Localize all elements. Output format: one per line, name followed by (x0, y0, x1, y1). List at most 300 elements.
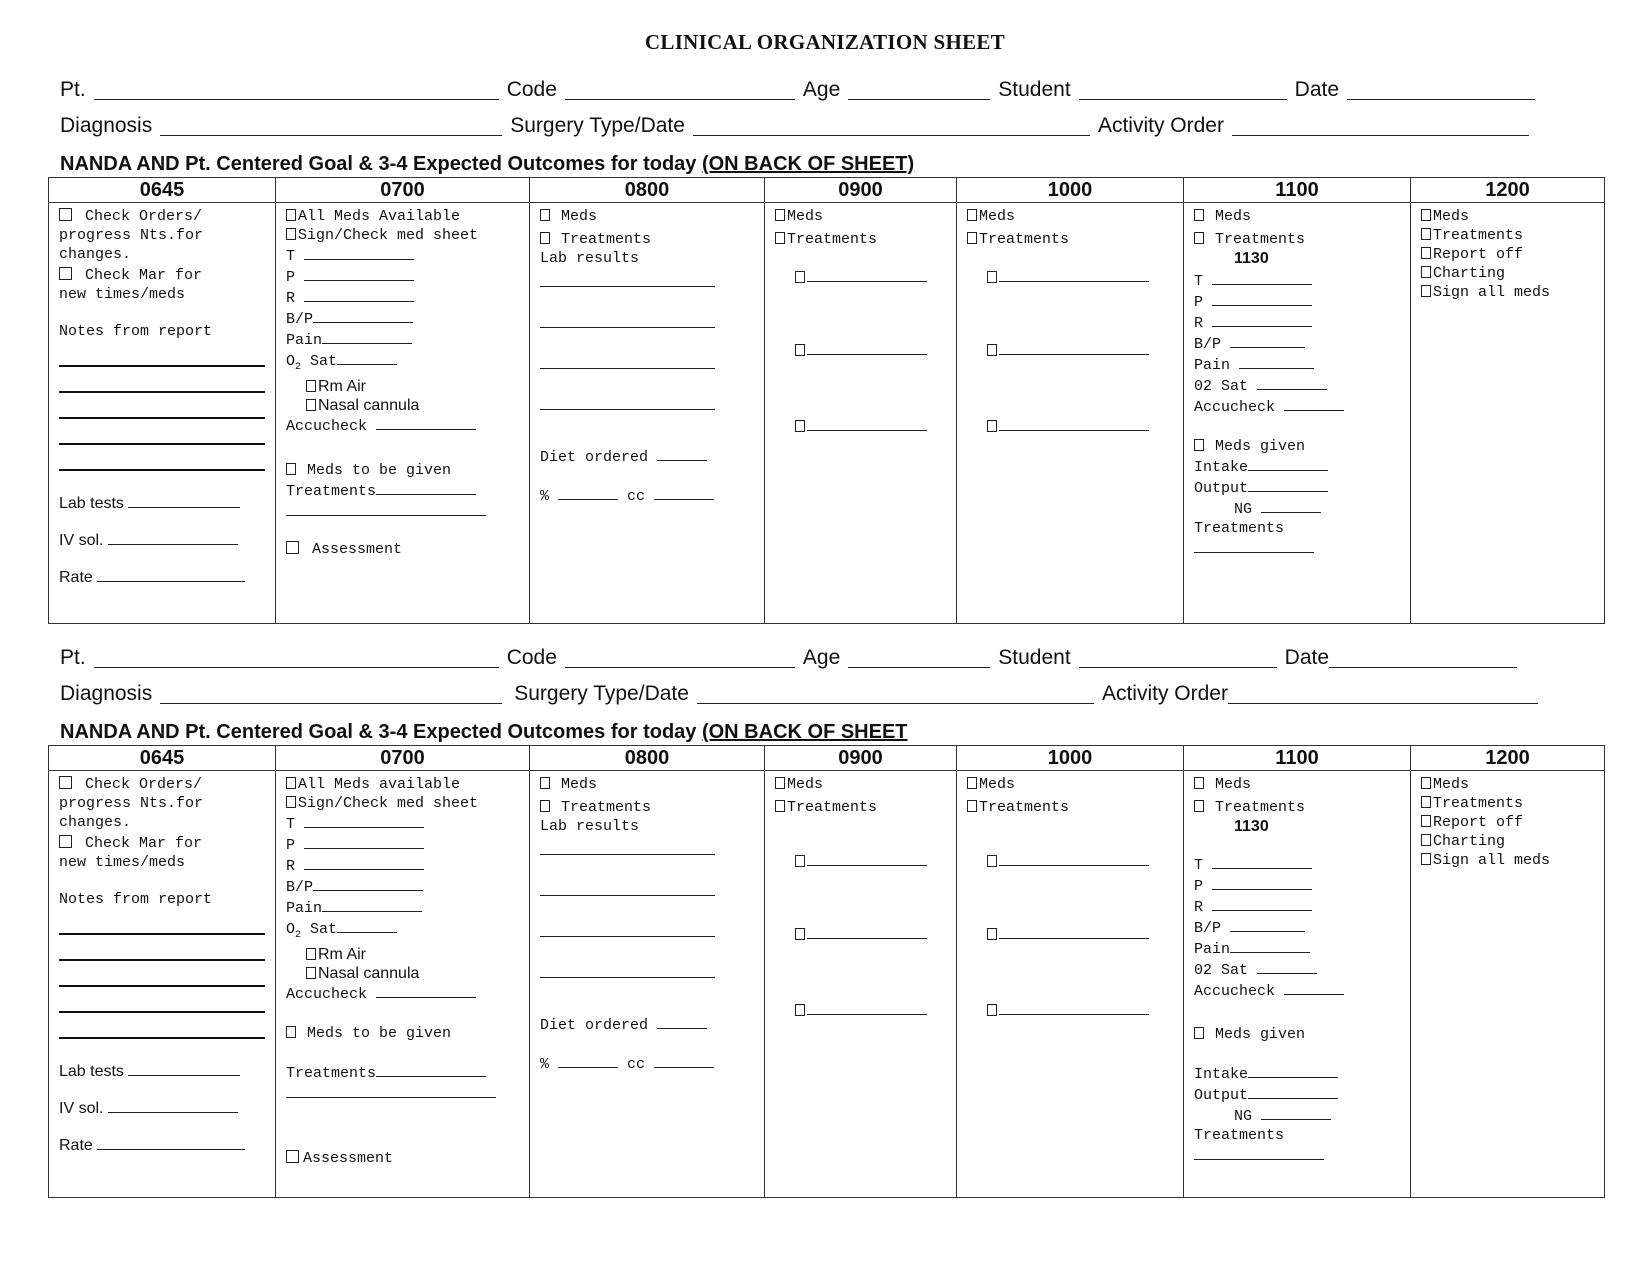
t-label: T (1194, 273, 1204, 290)
checkbox[interactable] (286, 541, 299, 554)
checkbox[interactable] (775, 232, 785, 244)
patient-info-row (60, 72, 1600, 102)
charting-label: Charting (1433, 833, 1506, 850)
checkbox[interactable] (540, 209, 550, 221)
col-0645: 0645 (49, 746, 276, 771)
lab-result-line[interactable] (540, 881, 715, 896)
time-header-row (49, 746, 1605, 771)
bp-label: B/P (1194, 920, 1222, 937)
pain-field[interactable] (322, 329, 412, 344)
treatments-label: Treatments (561, 231, 652, 248)
o2-sat-field[interactable] (337, 918, 397, 933)
meds-label: Meds (1215, 208, 1252, 225)
lab-results-label: Lab results (540, 818, 640, 835)
accucheck-label: Accucheck (286, 986, 368, 1003)
r-label: R (286, 858, 296, 875)
code-field[interactable] (565, 647, 795, 668)
checkbox[interactable] (1194, 800, 1204, 812)
meds-label: Meds (979, 208, 1016, 225)
o2-label: O (286, 353, 296, 370)
treatments-field-2[interactable] (286, 1083, 496, 1098)
task-field[interactable] (807, 267, 927, 282)
pt-field[interactable] (94, 647, 499, 668)
checkbox[interactable] (286, 777, 296, 789)
meds-given-label: Meds given (1215, 1026, 1306, 1043)
t-label: T (286, 816, 296, 833)
ng-field[interactable] (1261, 498, 1321, 513)
o2-sat-field[interactable] (337, 350, 397, 365)
checkbox[interactable] (1421, 266, 1431, 278)
time-header-row (49, 178, 1605, 203)
checkbox[interactable] (540, 777, 550, 789)
lab-tests-label: Lab tests (59, 495, 124, 512)
meds-to-give-label: Meds to be given (307, 462, 452, 479)
task-field[interactable] (999, 416, 1149, 431)
checkbox[interactable] (1421, 796, 1431, 808)
iv-sol-field[interactable] (108, 530, 238, 545)
cell-1200 (1411, 771, 1605, 1198)
notes-line[interactable] (59, 933, 265, 935)
p-field[interactable] (304, 834, 424, 849)
checkbox[interactable] (306, 948, 316, 960)
meds-label: Meds (1215, 776, 1252, 793)
iv-sol-field[interactable] (108, 1098, 238, 1113)
lab-result-line[interactable] (540, 272, 715, 287)
lab-tests-field[interactable] (128, 1061, 240, 1076)
treatments-label: Treatments (787, 799, 878, 816)
col-0800: 0800 (530, 178, 765, 203)
checkbox[interactable] (306, 967, 316, 979)
p-field[interactable] (1212, 291, 1312, 306)
p-field[interactable] (304, 266, 414, 281)
changes-label: changes. (59, 246, 132, 263)
student-field[interactable] (1079, 647, 1277, 668)
intake-field[interactable] (1248, 1063, 1338, 1078)
patient-info-row (60, 640, 1600, 670)
pain-label: Pain (1194, 941, 1231, 958)
treatments-label: Treatments (979, 799, 1070, 816)
task-field[interactable] (999, 267, 1149, 282)
checkbox[interactable] (967, 777, 977, 789)
sign-meds-label: Sign all meds (1433, 852, 1551, 869)
check-mar-label: Check Mar for (85, 835, 203, 852)
new-times-label: new times/meds (59, 854, 186, 871)
cell-0700 (276, 771, 530, 1198)
checkbox[interactable] (1194, 1027, 1204, 1039)
checkbox[interactable] (1421, 834, 1431, 846)
notes-line[interactable] (59, 1011, 265, 1013)
checkbox[interactable] (59, 267, 72, 280)
nanda-text: NANDA AND Pt. Centered Goal & 3-4 Expected Outcomes for today (60, 153, 697, 175)
new-times-label: new times/meds (59, 286, 186, 303)
lab-result-line[interactable] (540, 354, 715, 369)
accucheck-label: Accucheck (286, 418, 368, 435)
code-label: Code (506, 646, 557, 669)
date-label: Date (1284, 646, 1330, 669)
cell-0700 (276, 203, 530, 624)
date-field[interactable] (1329, 647, 1517, 668)
sign-meds-label: Sign all meds (1433, 284, 1551, 301)
meds-label: Meds (561, 776, 598, 793)
pain-label: Pain (1194, 357, 1231, 374)
schedule-table-2 (48, 745, 1605, 1198)
task-field[interactable] (807, 1000, 927, 1015)
accucheck-field[interactable] (1284, 980, 1344, 995)
task-field[interactable] (807, 924, 927, 939)
cell-0645 (49, 203, 276, 624)
activity-label: Activity Order (1101, 682, 1228, 705)
time-1130: 1130 (1234, 818, 1269, 835)
r-field[interactable] (1212, 896, 1312, 911)
notes-line[interactable] (59, 391, 265, 393)
cc-field[interactable] (654, 485, 714, 500)
checkbox[interactable] (775, 777, 785, 789)
checkbox[interactable] (286, 209, 296, 221)
cell-0900 (765, 203, 957, 624)
checkbox[interactable] (59, 208, 72, 221)
notes-label: Notes from report (59, 323, 213, 340)
r-label: R (1194, 315, 1204, 332)
r-field[interactable] (304, 287, 414, 302)
task-field[interactable] (999, 851, 1149, 866)
task-row (49, 771, 1605, 1198)
treatments-field[interactable] (1194, 538, 1314, 553)
pain-field[interactable] (1230, 938, 1310, 953)
nanda-back-note: (ON BACK OF SHEET (701, 721, 908, 743)
col-1000: 1000 (957, 178, 1184, 203)
checkbox[interactable] (1421, 815, 1431, 827)
t-field[interactable] (1212, 854, 1312, 869)
cell-1000 (957, 203, 1184, 624)
bp-label: B/P (286, 879, 314, 896)
percent-field[interactable] (558, 1053, 618, 1068)
p-field[interactable] (1212, 875, 1312, 890)
notes-line[interactable] (59, 365, 265, 367)
p-label: P (286, 837, 296, 854)
meds-given-label: Meds given (1215, 438, 1306, 455)
notes-line[interactable] (59, 443, 265, 445)
student-label: Student (998, 78, 1071, 101)
date-label: Date (1294, 78, 1340, 101)
treatments-field-2[interactable] (286, 501, 486, 516)
nanda-heading (60, 153, 914, 176)
diagnosis-field[interactable] (160, 683, 502, 704)
meds-label: Meds (1433, 208, 1470, 225)
checkbox[interactable] (795, 928, 805, 940)
age-field[interactable] (848, 647, 990, 668)
sheet-title: CLINICAL ORGANIZATION SHEET (644, 30, 1006, 54)
col-1100: 1100 (1184, 746, 1411, 771)
lab-results-label: Lab results (540, 250, 640, 267)
r-field[interactable] (304, 855, 424, 870)
student-field[interactable] (1079, 79, 1287, 100)
task-row (49, 203, 1605, 624)
cc-field[interactable] (654, 1053, 714, 1068)
activity-label: Activity Order (1097, 114, 1224, 137)
diagnosis-label: Diagnosis (60, 682, 153, 705)
checkbox[interactable] (286, 1150, 299, 1163)
checkbox[interactable] (1421, 247, 1431, 259)
col-1100: 1100 (1184, 178, 1411, 203)
checkbox[interactable] (987, 855, 997, 867)
age-field[interactable] (848, 79, 990, 100)
t-field[interactable] (304, 245, 414, 260)
rate-field[interactable] (97, 1135, 245, 1150)
report-off-label: Report off (1433, 246, 1524, 263)
accucheck-field[interactable] (1284, 396, 1344, 411)
meds-label: Meds (979, 776, 1016, 793)
checkbox[interactable] (1194, 209, 1204, 221)
lab-result-line[interactable] (540, 313, 715, 328)
lab-tests-field[interactable] (128, 493, 240, 508)
notes-line[interactable] (59, 1037, 265, 1039)
percent-field[interactable] (558, 485, 618, 500)
o2-label: O (286, 921, 296, 938)
progress-notes-label: progress Nts.for (59, 795, 204, 812)
checkbox[interactable] (795, 855, 805, 867)
pain-field[interactable] (322, 897, 422, 912)
checkbox[interactable] (286, 1026, 296, 1038)
age-label: Age (802, 646, 841, 669)
t-label: T (286, 248, 296, 265)
diagnosis-row (60, 108, 1600, 138)
cell-1200 (1411, 203, 1605, 624)
o2-sat-label: 02 Sat (1194, 962, 1249, 979)
diet-label: Diet ordered (540, 449, 649, 466)
cell-1000 (957, 771, 1184, 1198)
diagnosis-row (60, 676, 1600, 706)
pain-label: Pain (286, 900, 323, 917)
checkbox[interactable] (987, 928, 997, 940)
col-1200: 1200 (1411, 746, 1605, 771)
cc-label: cc (627, 488, 646, 505)
output-field[interactable] (1248, 477, 1328, 492)
pain-label: Pain (286, 332, 323, 349)
nasal-cannula-label: Nasal cannula (318, 397, 420, 414)
task-field[interactable] (999, 924, 1149, 939)
checkbox[interactable] (987, 1004, 997, 1016)
checkbox[interactable] (967, 209, 977, 221)
o2-sat-field[interactable] (1257, 959, 1317, 974)
r-field[interactable] (1212, 312, 1312, 327)
iv-sol-label: IV sol. (59, 1100, 104, 1117)
treatments-field[interactable] (376, 480, 476, 495)
cell-0900 (765, 771, 957, 1198)
treatments-field[interactable] (1194, 1145, 1324, 1160)
p-label: P (1194, 878, 1204, 895)
assessment-label: Assessment (312, 541, 403, 558)
percent-label: % (540, 1056, 550, 1073)
checkbox[interactable] (306, 380, 316, 392)
checkbox[interactable] (967, 800, 977, 812)
bp-field[interactable] (1230, 333, 1305, 348)
lab-result-line[interactable] (540, 395, 715, 410)
treatments-label: Treatments (286, 1065, 377, 1082)
lab-tests-label: Lab tests (59, 1063, 124, 1080)
checkbox[interactable] (540, 800, 550, 812)
pt-field[interactable] (94, 79, 499, 100)
ng-label: NG (1234, 1108, 1253, 1125)
cell-0800 (530, 771, 765, 1198)
o2-sat-field[interactable] (1257, 375, 1327, 390)
meds-label: Meds (1433, 776, 1470, 793)
diagnosis-field[interactable] (160, 115, 502, 136)
checkbox[interactable] (1421, 853, 1431, 865)
cell-0645 (49, 771, 276, 1198)
lab-result-line[interactable] (540, 963, 715, 978)
time-1130: 1130 (1234, 250, 1269, 267)
code-field[interactable] (565, 79, 795, 100)
sat-label: Sat (301, 921, 338, 938)
pain-field[interactable] (1239, 354, 1314, 369)
checkbox[interactable] (775, 209, 785, 221)
nanda-text: NANDA AND Pt. Centered Goal & 3-4 Expected Outcomes for today (60, 721, 697, 743)
checkbox[interactable] (795, 1004, 805, 1016)
bp-field[interactable] (1230, 917, 1305, 932)
task-field[interactable] (807, 851, 927, 866)
lab-result-line[interactable] (540, 922, 715, 937)
nanda-back-note: (ON BACK OF SHEET) (701, 153, 915, 175)
r-label: R (1194, 899, 1204, 916)
checkbox[interactable] (1421, 285, 1431, 297)
report-off-label: Report off (1433, 814, 1524, 831)
col-0700: 0700 (276, 746, 530, 771)
col-0900: 0900 (765, 178, 957, 203)
nasal-cannula-label: Nasal cannula (318, 965, 420, 982)
o2-sat-label: 02 Sat (1194, 378, 1249, 395)
p-label: P (1194, 294, 1204, 311)
meds-label: Meds (561, 208, 598, 225)
checkbox[interactable] (286, 463, 296, 475)
diet-field[interactable] (657, 1014, 707, 1029)
checkbox[interactable] (795, 271, 805, 283)
checkbox[interactable] (795, 344, 805, 356)
checkbox[interactable] (286, 228, 296, 240)
surgery-field[interactable] (693, 115, 1090, 136)
meds-to-give-label: Meds to be given (307, 1025, 452, 1042)
checkbox[interactable] (1194, 439, 1204, 451)
accucheck-label: Accucheck (1194, 983, 1276, 1000)
output-label: Output (1194, 1087, 1249, 1104)
check-mar-label: Check Mar for (85, 267, 203, 284)
rate-field[interactable] (97, 567, 245, 582)
treatments-label: Treatments (1215, 231, 1306, 248)
intake-field[interactable] (1248, 456, 1328, 471)
checkbox[interactable] (59, 835, 72, 848)
t-field[interactable] (304, 813, 424, 828)
diagnosis-label: Diagnosis (60, 114, 153, 137)
treatments-label: Treatments (979, 231, 1070, 248)
notes-line[interactable] (59, 417, 265, 419)
checkbox[interactable] (1194, 777, 1204, 789)
checkbox[interactable] (1421, 777, 1431, 789)
notes-line[interactable] (59, 959, 265, 961)
student-label: Student (998, 646, 1071, 669)
checkbox[interactable] (987, 420, 997, 432)
bp-label: B/P (286, 311, 314, 328)
checkbox[interactable] (540, 232, 550, 244)
t-label: T (1194, 857, 1204, 874)
bp-label: B/P (1194, 336, 1222, 353)
accucheck-field[interactable] (376, 415, 476, 430)
meds-label: Meds (787, 776, 824, 793)
meds-label: Meds (787, 208, 824, 225)
t-field[interactable] (1212, 270, 1312, 285)
schedule-table-1 (48, 177, 1605, 624)
sat-label: Sat (301, 353, 338, 370)
checkbox[interactable] (1421, 228, 1431, 240)
col-1200: 1200 (1411, 178, 1605, 203)
r-label: R (286, 290, 296, 307)
cell-0800 (530, 203, 765, 624)
activity-field[interactable] (1228, 683, 1538, 704)
all-meds-label: All Meds Available (298, 208, 461, 225)
rate-label: Rate (59, 569, 93, 586)
treatments-label: Treatments (286, 483, 377, 500)
checkbox[interactable] (967, 232, 977, 244)
nanda-heading (60, 721, 908, 744)
checkbox[interactable] (286, 796, 296, 808)
col-0900: 0900 (765, 746, 957, 771)
treatments-field[interactable] (376, 1062, 486, 1077)
cell-1100 (1184, 203, 1411, 624)
checkbox[interactable] (1194, 232, 1204, 244)
checkbox[interactable] (1421, 209, 1431, 221)
accucheck-field[interactable] (376, 983, 476, 998)
accucheck-label: Accucheck (1194, 399, 1276, 416)
iv-sol-label: IV sol. (59, 532, 104, 549)
task-field[interactable] (999, 1000, 1149, 1015)
bp-field[interactable] (313, 308, 413, 323)
col-1000: 1000 (957, 746, 1184, 771)
intake-label: Intake (1194, 459, 1249, 476)
output-field[interactable] (1248, 1084, 1338, 1099)
checkbox[interactable] (795, 420, 805, 432)
notes-line[interactable] (59, 985, 265, 987)
percent-label: % (540, 488, 550, 505)
task-field[interactable] (807, 416, 927, 431)
notes-line[interactable] (59, 469, 265, 471)
changes-label: changes. (59, 814, 132, 831)
col-0645: 0645 (49, 178, 276, 203)
o2-subscript: 2 (295, 930, 302, 941)
check-orders-label: Check Orders/ (85, 208, 203, 225)
treatments-label: Treatments (1215, 799, 1306, 816)
surgery-label: Surgery Type/Date (514, 682, 689, 705)
diet-field[interactable] (657, 446, 707, 461)
treatments-label: Treatments (561, 799, 652, 816)
lab-result-line[interactable] (540, 840, 715, 855)
pt-label: Pt. (60, 78, 86, 101)
task-field[interactable] (807, 340, 927, 355)
all-meds-label: All Meds available (298, 776, 461, 793)
checkbox[interactable] (987, 271, 997, 283)
date-field[interactable] (1347, 79, 1535, 100)
bp-field[interactable] (313, 876, 423, 891)
checkbox[interactable] (775, 800, 785, 812)
task-field[interactable] (999, 340, 1149, 355)
checkbox[interactable] (59, 776, 72, 789)
output-label: Output (1194, 480, 1249, 497)
checkbox[interactable] (987, 344, 997, 356)
checkbox[interactable] (306, 399, 316, 411)
col-0700: 0700 (276, 178, 530, 203)
activity-field[interactable] (1232, 115, 1529, 136)
ng-label: NG (1234, 501, 1253, 518)
ng-field[interactable] (1261, 1105, 1331, 1120)
surgery-field[interactable] (697, 683, 1094, 704)
progress-notes-label: progress Nts.for (59, 227, 204, 244)
